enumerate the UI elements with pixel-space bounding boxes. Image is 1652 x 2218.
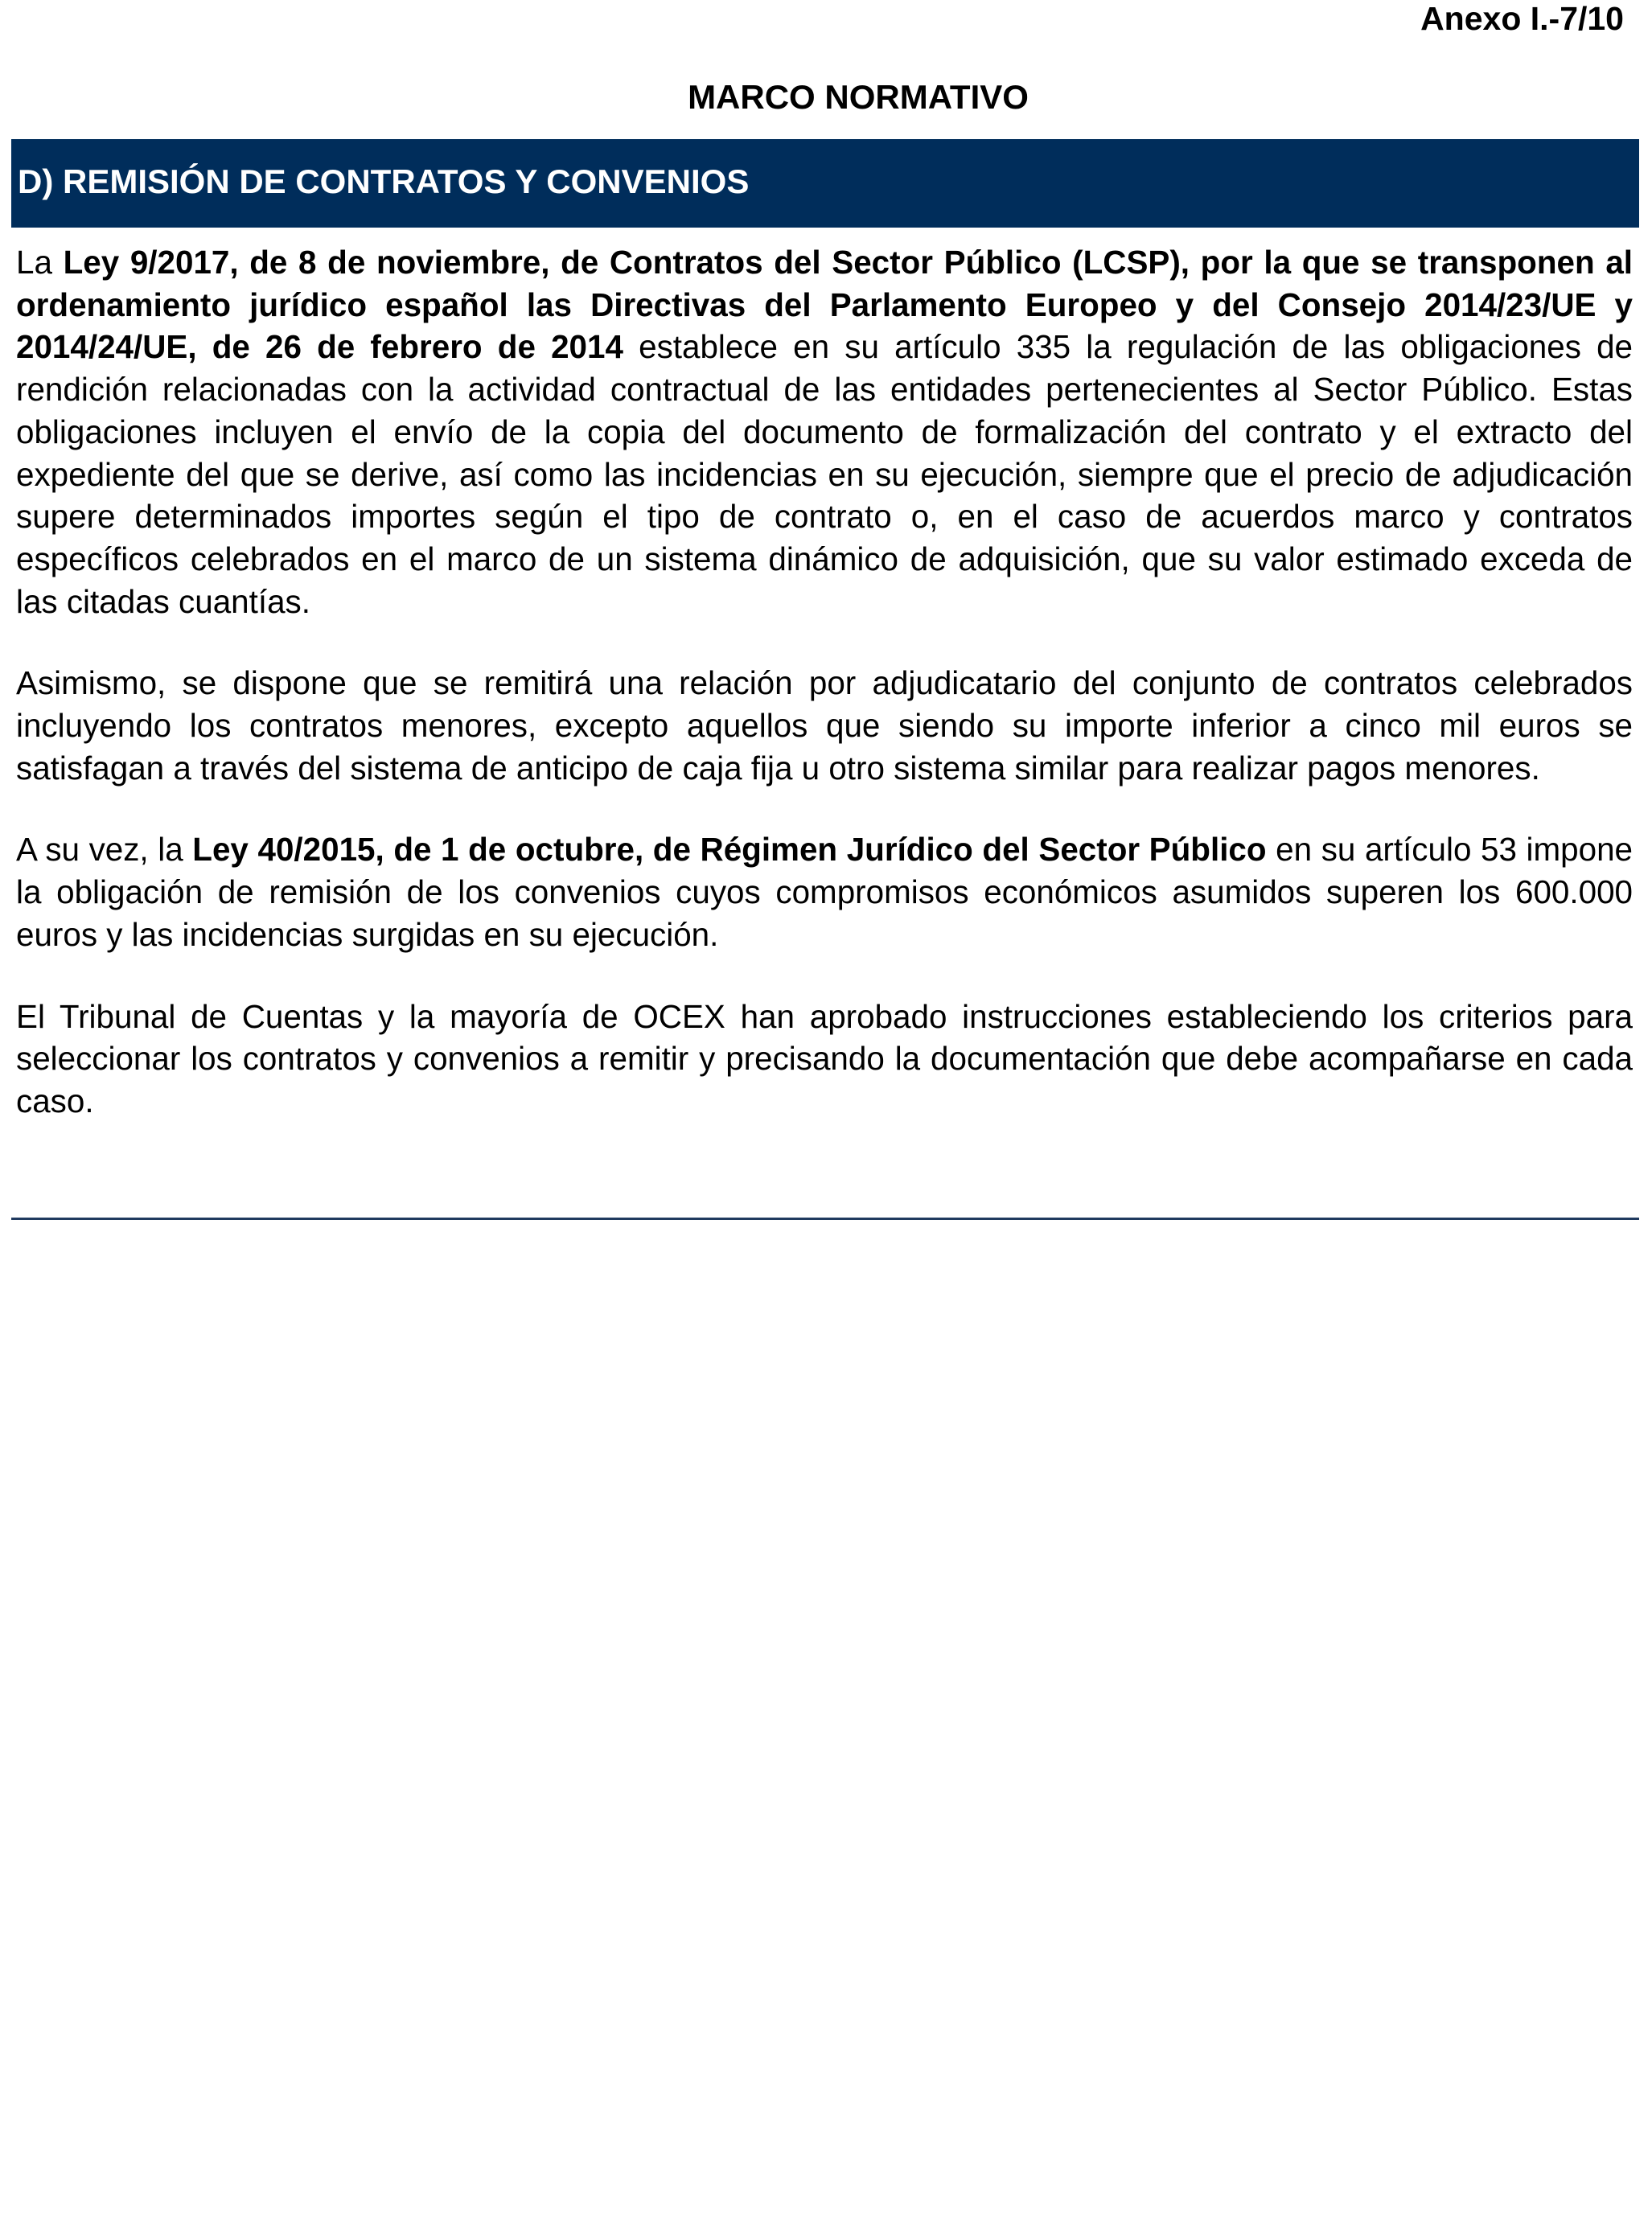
annex-page-label: Anexo I.-7/10 [1420, 0, 1624, 37]
paragraph-contract-list: Asimismo, se dispone que se remitirá una relación por adjudicatario del conjunto de contratos celebrados incluyendo los contratos menores, excepto aquellos que siendo su importe inferior a cinco mil euros se satisfagan a través del sistema de anticipo de caja fija u otro sistema similar para realizar pagos menores. [16, 664, 1633, 787]
paragraph-text: en su artículo 53 impone la obligación de remisión de los convenios cuyos compromisos económicos asumidos superen los 600.000 euros y las incidencias surgidas en su ejecución. [16, 831, 1634, 953]
law-reference-ley-40-2015: Ley 40/2015, de 1 de octubre, de Régimen Jurídico del Sector Público [192, 831, 1267, 869]
paragraph-ley-40-2015 [16, 828, 1633, 955]
paragraph-text: establece en su artículo 335 la regulación de las obligaciones de rendición relacionadas con la actividad contractual de las entidades pertenecientes al Sector Público. Estas obligaciones incluyen el envío de la copia del documento de formalización del contrato y el extracto del expediente del que se derive, así como las incidencias en su ejecución, siempre que el precio de adjudicación supere determinados importes según el tipo de contrato o, en el caso de acuerdos marco y contratos específicos celebrados en el marco de un sistema dinámico de adquisición, que su valor estimado exceda de las citadas cuantías. [16, 328, 1634, 620]
paragraph-lcsp [16, 241, 1633, 622]
paragraph-instructions: El Tribunal de Cuentas y la mayoría de OCEX han aprobado instrucciones estableciendo los criterios para seleccionar los contratos y convenios a remitir y precisando la documentación que debe acompañarse en cada caso. [16, 997, 1633, 1119]
paragraph-text: La [16, 244, 64, 281]
law-reference-lcsp: Ley 9/2017, de 8 de noviembre, de Contratos del Sector Público (LCSP), por la que se transponen al ordenamiento jurídico español las Directivas del Parlamento Europeo y del Consejo 2014/23/UE y 2014/24/UE, de 26 de febrero de 2014 [16, 244, 1634, 366]
section-bottom-divider [11, 1218, 1639, 1220]
page-title: MARCO NORMATIVO [688, 78, 1029, 116]
paragraph-text: A su vez, la [16, 831, 193, 869]
section-heading-banner [11, 139, 1639, 228]
section-heading: D) REMISIÓN DE CONTRATOS Y CONVENIOS [18, 162, 750, 200]
document-body [16, 241, 1633, 1162]
